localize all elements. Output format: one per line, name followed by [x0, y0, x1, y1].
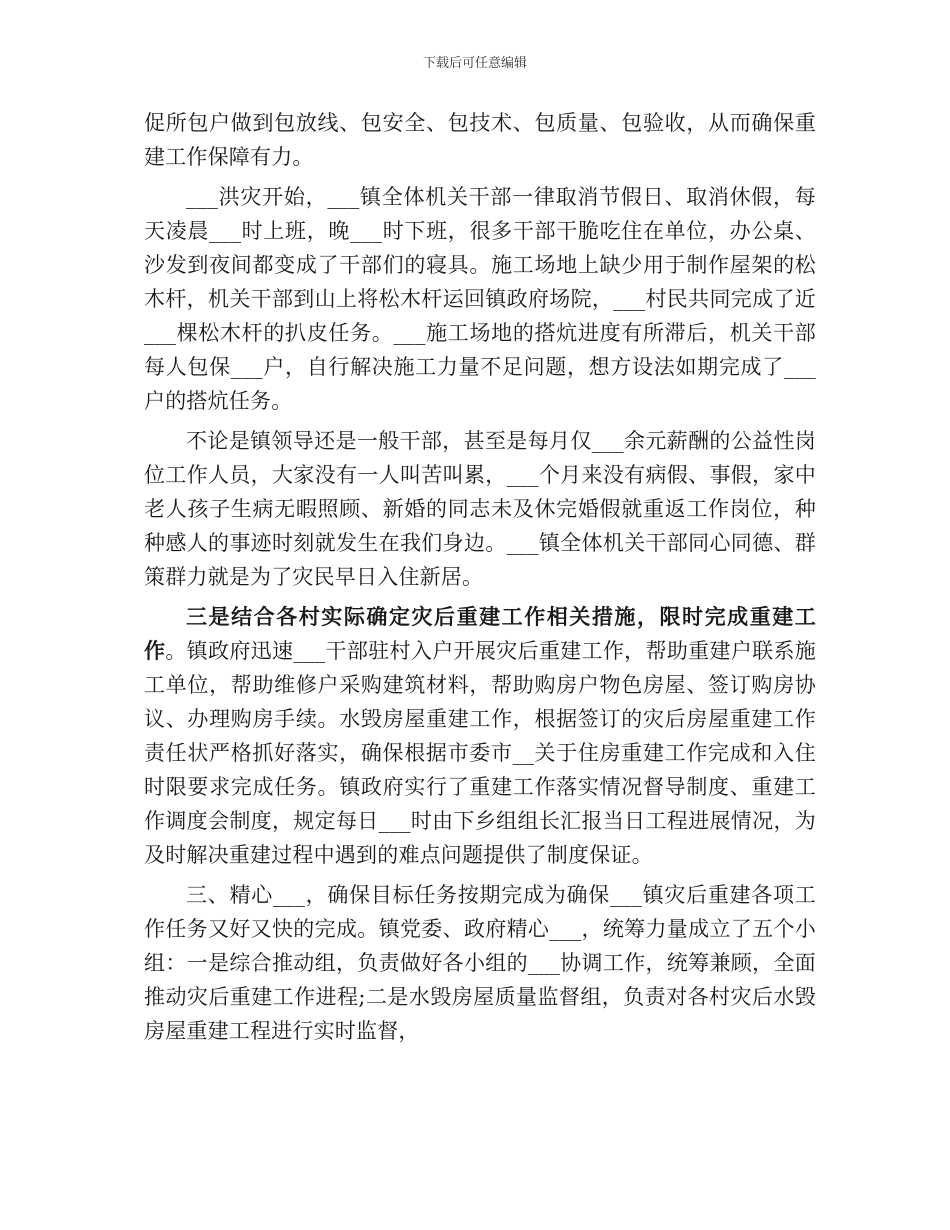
page-header: 下载后可任意编辑	[422, 56, 527, 71]
document-body	[144, 106, 816, 1054]
paragraph-4-lead: 三是结合各村实际确定灾后重建工作相关措施，限时完成重建工作	[144, 604, 816, 663]
paragraph-3: 不论是镇领导还是一般干部，甚至是每月仅___余元薪酬的公益性岗位工作人员，大家没有一人叫苦叫累，___个月来没有病假、事假，家中老人孩子生病无暇照顾、新婚的同志未及休完婚假就重返工作岗位，种种感人的事迹时刻就发生在我们身边。___镇全体机关干部同心同德、群策群力就是为了灾民早日入住新居。	[144, 429, 816, 589]
paragraph-2: ___洪灾开始，___镇全体机关干部一律取消节假日、取消休假，每天凌晨___时上班，晚___时下班，很多干部干脆吃住在单位，办公桌、沙发到夜间都变成了干部们的寝具。施工场地上缺少用于制作屋架的松木杆，机关干部到山上将松木杆运回镇政府场院，___村民共同完成了近___棵松木杆的扒皮任务。___施工场地的搭炕进度有所滞后，机关干部每人包保___户，自行解决施工力量不足问题，想方设法如期完成了___户的搭炕任务。	[144, 185, 816, 413]
paragraph-1: 促所包户做到包放线、包安全、包技术、包质量、包验收，从而确保重建工作保障有力。	[144, 111, 816, 169]
paragraph-5: 三、精心___，确保目标任务按期完成为确保___镇灾后重建各项工作任务又好又快的完成。镇党委、政府精心___，统筹力量成立了五个小组：一是综合推动组，负责做好各小组的___协调工作，统筹兼顾，全面推动灾后重建工作进程;二是水毁房屋质量监督组，负责对各村灾后水毁房屋重建工程进行实时监督，	[144, 883, 816, 1043]
paragraph-4-text: 。镇政府迅速___干部驻村入户开展灾后重建工作，帮助重建户联系施工单位，帮助维修户采购建筑材料，帮助购房户物色房屋、签订购房协议、办理购房手续。水毁房屋重建工作，根据签订的灾后房屋重建工作责任状严格抓好落实，确保根据市委市__关于住房重建工作完成和入住时限要求完成任务。镇政府实行了重建工作落实情况督导制度、重建工作调度会制度，规定每日___时由下乡组组长汇报当日工程进展情况，为及时解决重建过程中遇到的难点问题提供了制度保证。	[144, 639, 817, 867]
paragraph-4	[144, 600, 816, 872]
